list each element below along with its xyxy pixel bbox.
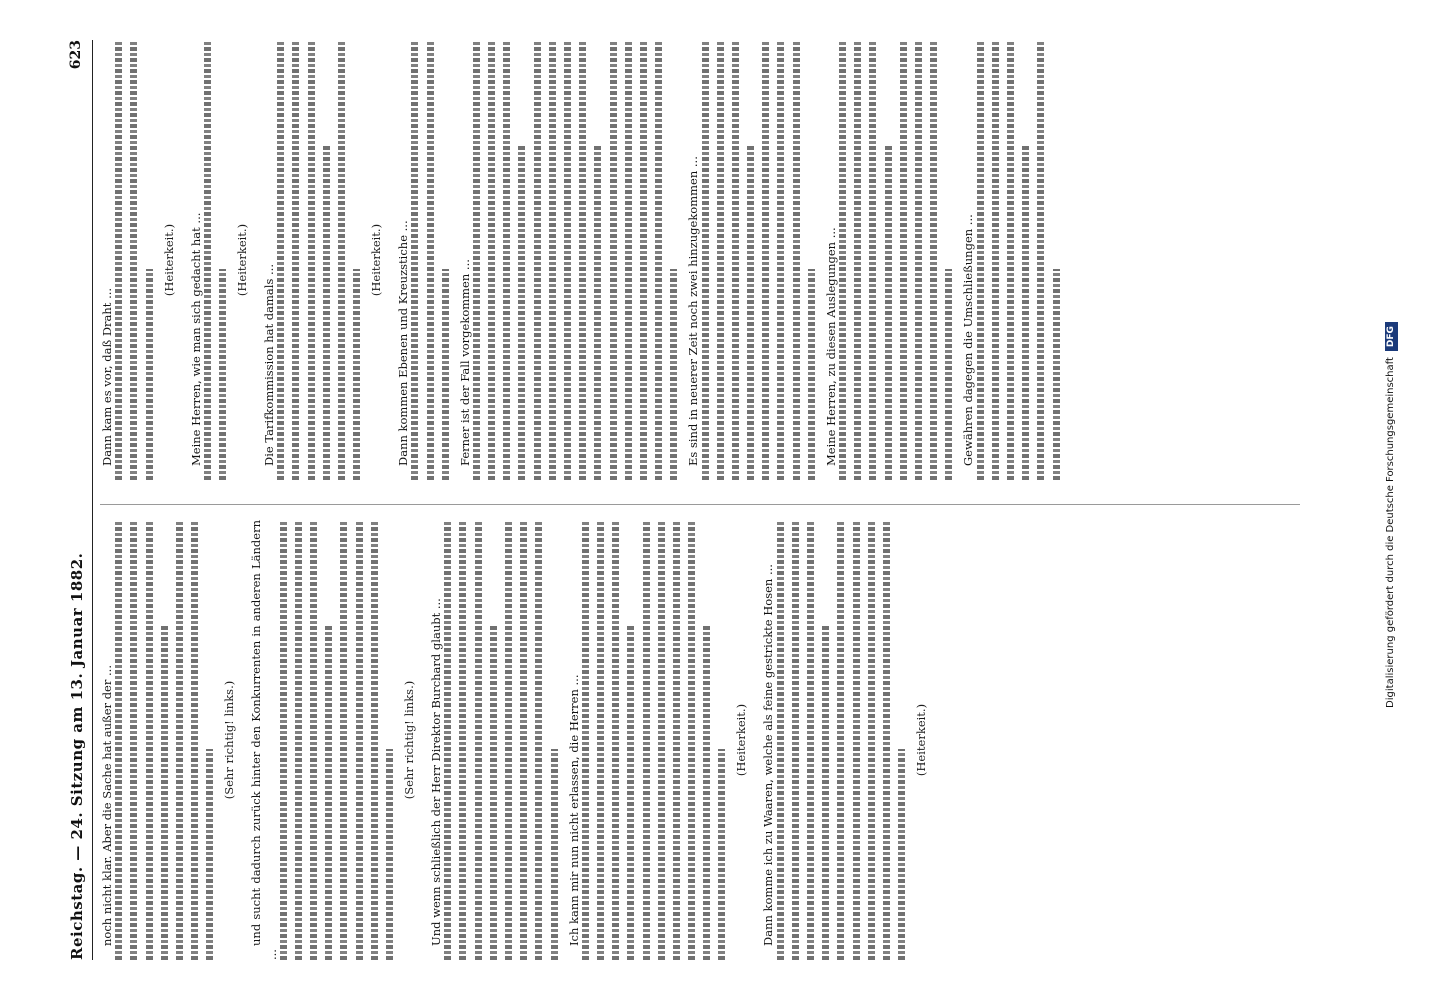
illegible-text-line [610, 40, 617, 480]
paragraph [824, 40, 953, 480]
illegible-text-line [977, 40, 984, 480]
illegible-text-line [310, 520, 317, 960]
illegible-text-line [549, 40, 556, 480]
illegible-text-line [883, 520, 890, 960]
illegible-text-line [915, 40, 922, 480]
illegible-text-line [325, 626, 332, 960]
paragraph [100, 40, 153, 480]
illegible-text-line [356, 520, 363, 960]
illegible-text-line [777, 40, 784, 480]
paragraph [761, 520, 905, 960]
illegible-text-line [459, 520, 466, 960]
text-column-right [100, 40, 1320, 480]
paragraph-opening: Meine Herren, zu diesen Auslegungen ... [823, 227, 838, 466]
dfg-logo-badge: DFG [1385, 322, 1398, 351]
illegible-text-line [518, 146, 525, 480]
paragraph-opening: Meine Herren, wie man sich gedacht hat ... [188, 212, 203, 466]
illegible-text-line [640, 40, 647, 480]
paragraph-opening: Dann kam es vor, daß Draht ... [100, 287, 114, 466]
interjection: (Heiterkeit.) [734, 703, 749, 777]
digitization-notice-label: Digitalisierung gefördert durch die Deutsche Forschungsgemeinschaft [1385, 357, 1396, 708]
interjection: (Heiterkeit.) [161, 223, 176, 297]
illegible-text-line [534, 40, 541, 480]
illegible-text-line [807, 520, 814, 960]
digitization-notice-text [1384, 40, 1424, 990]
paragraph [961, 40, 1059, 480]
interjection: (Heiterkeit.) [234, 223, 249, 297]
illegible-text-line [658, 520, 665, 960]
illegible-text-line [992, 40, 999, 480]
illegible-text-line [718, 749, 725, 960]
paragraph-opening: noch nicht klar. Aber die Sache hat außer der ... [100, 665, 114, 946]
illegible-text-line [612, 520, 619, 960]
interjection: (Sehr richtig! links.) [222, 680, 237, 800]
illegible-text-line [703, 626, 710, 960]
illegible-text-line [161, 626, 168, 960]
illegible-text-line [670, 269, 677, 480]
illegible-text-line [747, 146, 754, 480]
paragraph [249, 520, 393, 960]
illegible-text-line [627, 626, 634, 960]
illegible-text-line [206, 749, 213, 960]
paragraph [429, 520, 558, 960]
illegible-text-line [503, 40, 510, 480]
illegible-text-line [792, 520, 799, 960]
illegible-text-line [115, 40, 122, 480]
paragraph-opening: Gewähren dagegen die Umschließungen ... [961, 214, 976, 466]
illegible-text-line [444, 520, 451, 960]
paragraph-opening: Ferner ist der Fall vorgekommen ... [457, 259, 472, 466]
paragraph [686, 40, 815, 480]
paragraph [396, 40, 449, 480]
digitization-notice [1384, 40, 1424, 990]
illegible-text-line [535, 520, 542, 960]
illegible-text-line [839, 40, 846, 480]
illegible-text-line [582, 520, 589, 960]
illegible-text-line [115, 520, 122, 960]
page-number: 623 [68, 40, 84, 70]
illegible-text-line [625, 40, 632, 480]
paragraph-opening: Ich kann mir nun nicht erlassen, die Herren ... [566, 674, 581, 946]
illegible-text-line [793, 40, 800, 480]
illegible-text-line [295, 520, 302, 960]
illegible-text-line [1037, 40, 1044, 480]
text-column-left [100, 520, 1320, 960]
illegible-text-line [176, 520, 183, 960]
paragraph-opening: Und wenn schließlich der Herr Direktor Burchard glaubt ... [429, 598, 444, 946]
illegible-text-line [564, 40, 571, 480]
illegible-text-line [762, 40, 769, 480]
illegible-text-line [702, 40, 709, 480]
illegible-text-line [146, 520, 153, 960]
illegible-text-line [869, 40, 876, 480]
paragraph [100, 520, 213, 960]
illegible-text-line [643, 520, 650, 960]
illegible-text-line [411, 40, 418, 480]
illegible-text-line [597, 520, 604, 960]
illegible-text-line [732, 40, 739, 480]
illegible-text-line [777, 520, 784, 960]
illegible-text-line [1053, 269, 1060, 480]
paragraph [262, 40, 360, 480]
illegible-text-line [898, 749, 905, 960]
illegible-text-line [945, 269, 952, 480]
interjection: (Heiterkeit.) [914, 703, 929, 777]
illegible-text-line [1022, 146, 1029, 480]
illegible-text-line [655, 40, 662, 480]
illegible-text-line [280, 520, 287, 960]
illegible-text-line [520, 520, 527, 960]
illegible-text-line [490, 626, 497, 960]
illegible-text-line [130, 520, 137, 960]
illegible-text-line [323, 146, 330, 480]
column-divider [100, 504, 1300, 505]
paragraph-opening: Die Tarifkommission hat damals ... [261, 264, 276, 466]
paragraph-opening: Dann komme ich zu Waaren, welche als feine gestrickte Hosen ... [761, 564, 776, 946]
paragraph [458, 40, 678, 480]
illegible-text-line [130, 40, 137, 480]
illegible-text-line [219, 269, 226, 480]
paragraph [567, 520, 726, 960]
illegible-text-line [353, 269, 360, 480]
illegible-text-line [488, 40, 495, 480]
illegible-text-line [442, 269, 449, 480]
illegible-text-line [673, 520, 680, 960]
illegible-text-line [340, 520, 347, 960]
illegible-text-line [386, 749, 393, 960]
illegible-text-line [854, 40, 861, 480]
illegible-text-line [292, 40, 299, 480]
illegible-text-line [308, 40, 315, 480]
illegible-text-line [191, 520, 198, 960]
illegible-text-line [808, 269, 815, 480]
page-title: Reichstag. — 24. Sitzung am 13. Januar 1882. [68, 552, 86, 960]
illegible-text-line [505, 520, 512, 960]
illegible-text-line [930, 40, 937, 480]
interjection: (Sehr richtig! links.) [402, 680, 417, 800]
illegible-text-line [551, 749, 558, 960]
paragraph [189, 40, 226, 480]
illegible-text-line [338, 40, 345, 480]
illegible-text-line [837, 520, 844, 960]
illegible-text-line [473, 40, 480, 480]
paragraph-opening: und sucht dadurch zurück hinter den Konkurrenten in anderen Ländern ... [249, 520, 279, 960]
illegible-text-line [1007, 40, 1014, 480]
illegible-text-line [822, 626, 829, 960]
illegible-text-line [868, 520, 875, 960]
illegible-text-line [853, 520, 860, 960]
illegible-text-line [579, 40, 586, 480]
illegible-text-line [885, 146, 892, 480]
illegible-text-line [717, 40, 724, 480]
illegible-text-line [371, 520, 378, 960]
illegible-text-line [204, 40, 211, 480]
illegible-text-line [146, 269, 153, 480]
paragraph-opening: Es sind in neuerer Zeit noch zwei hinzugekommen ... [686, 156, 701, 466]
illegible-text-line [475, 520, 482, 960]
illegible-text-line [594, 146, 601, 480]
paragraph-opening: Dann kommen Ebenen und Kreuzstiche ... [396, 220, 411, 466]
illegible-text-line [900, 40, 907, 480]
illegible-text-line [688, 520, 695, 960]
interjection: (Heiterkeit.) [369, 223, 384, 297]
illegible-text-line [427, 40, 434, 480]
running-head [62, 40, 93, 960]
illegible-text-line [277, 40, 284, 480]
